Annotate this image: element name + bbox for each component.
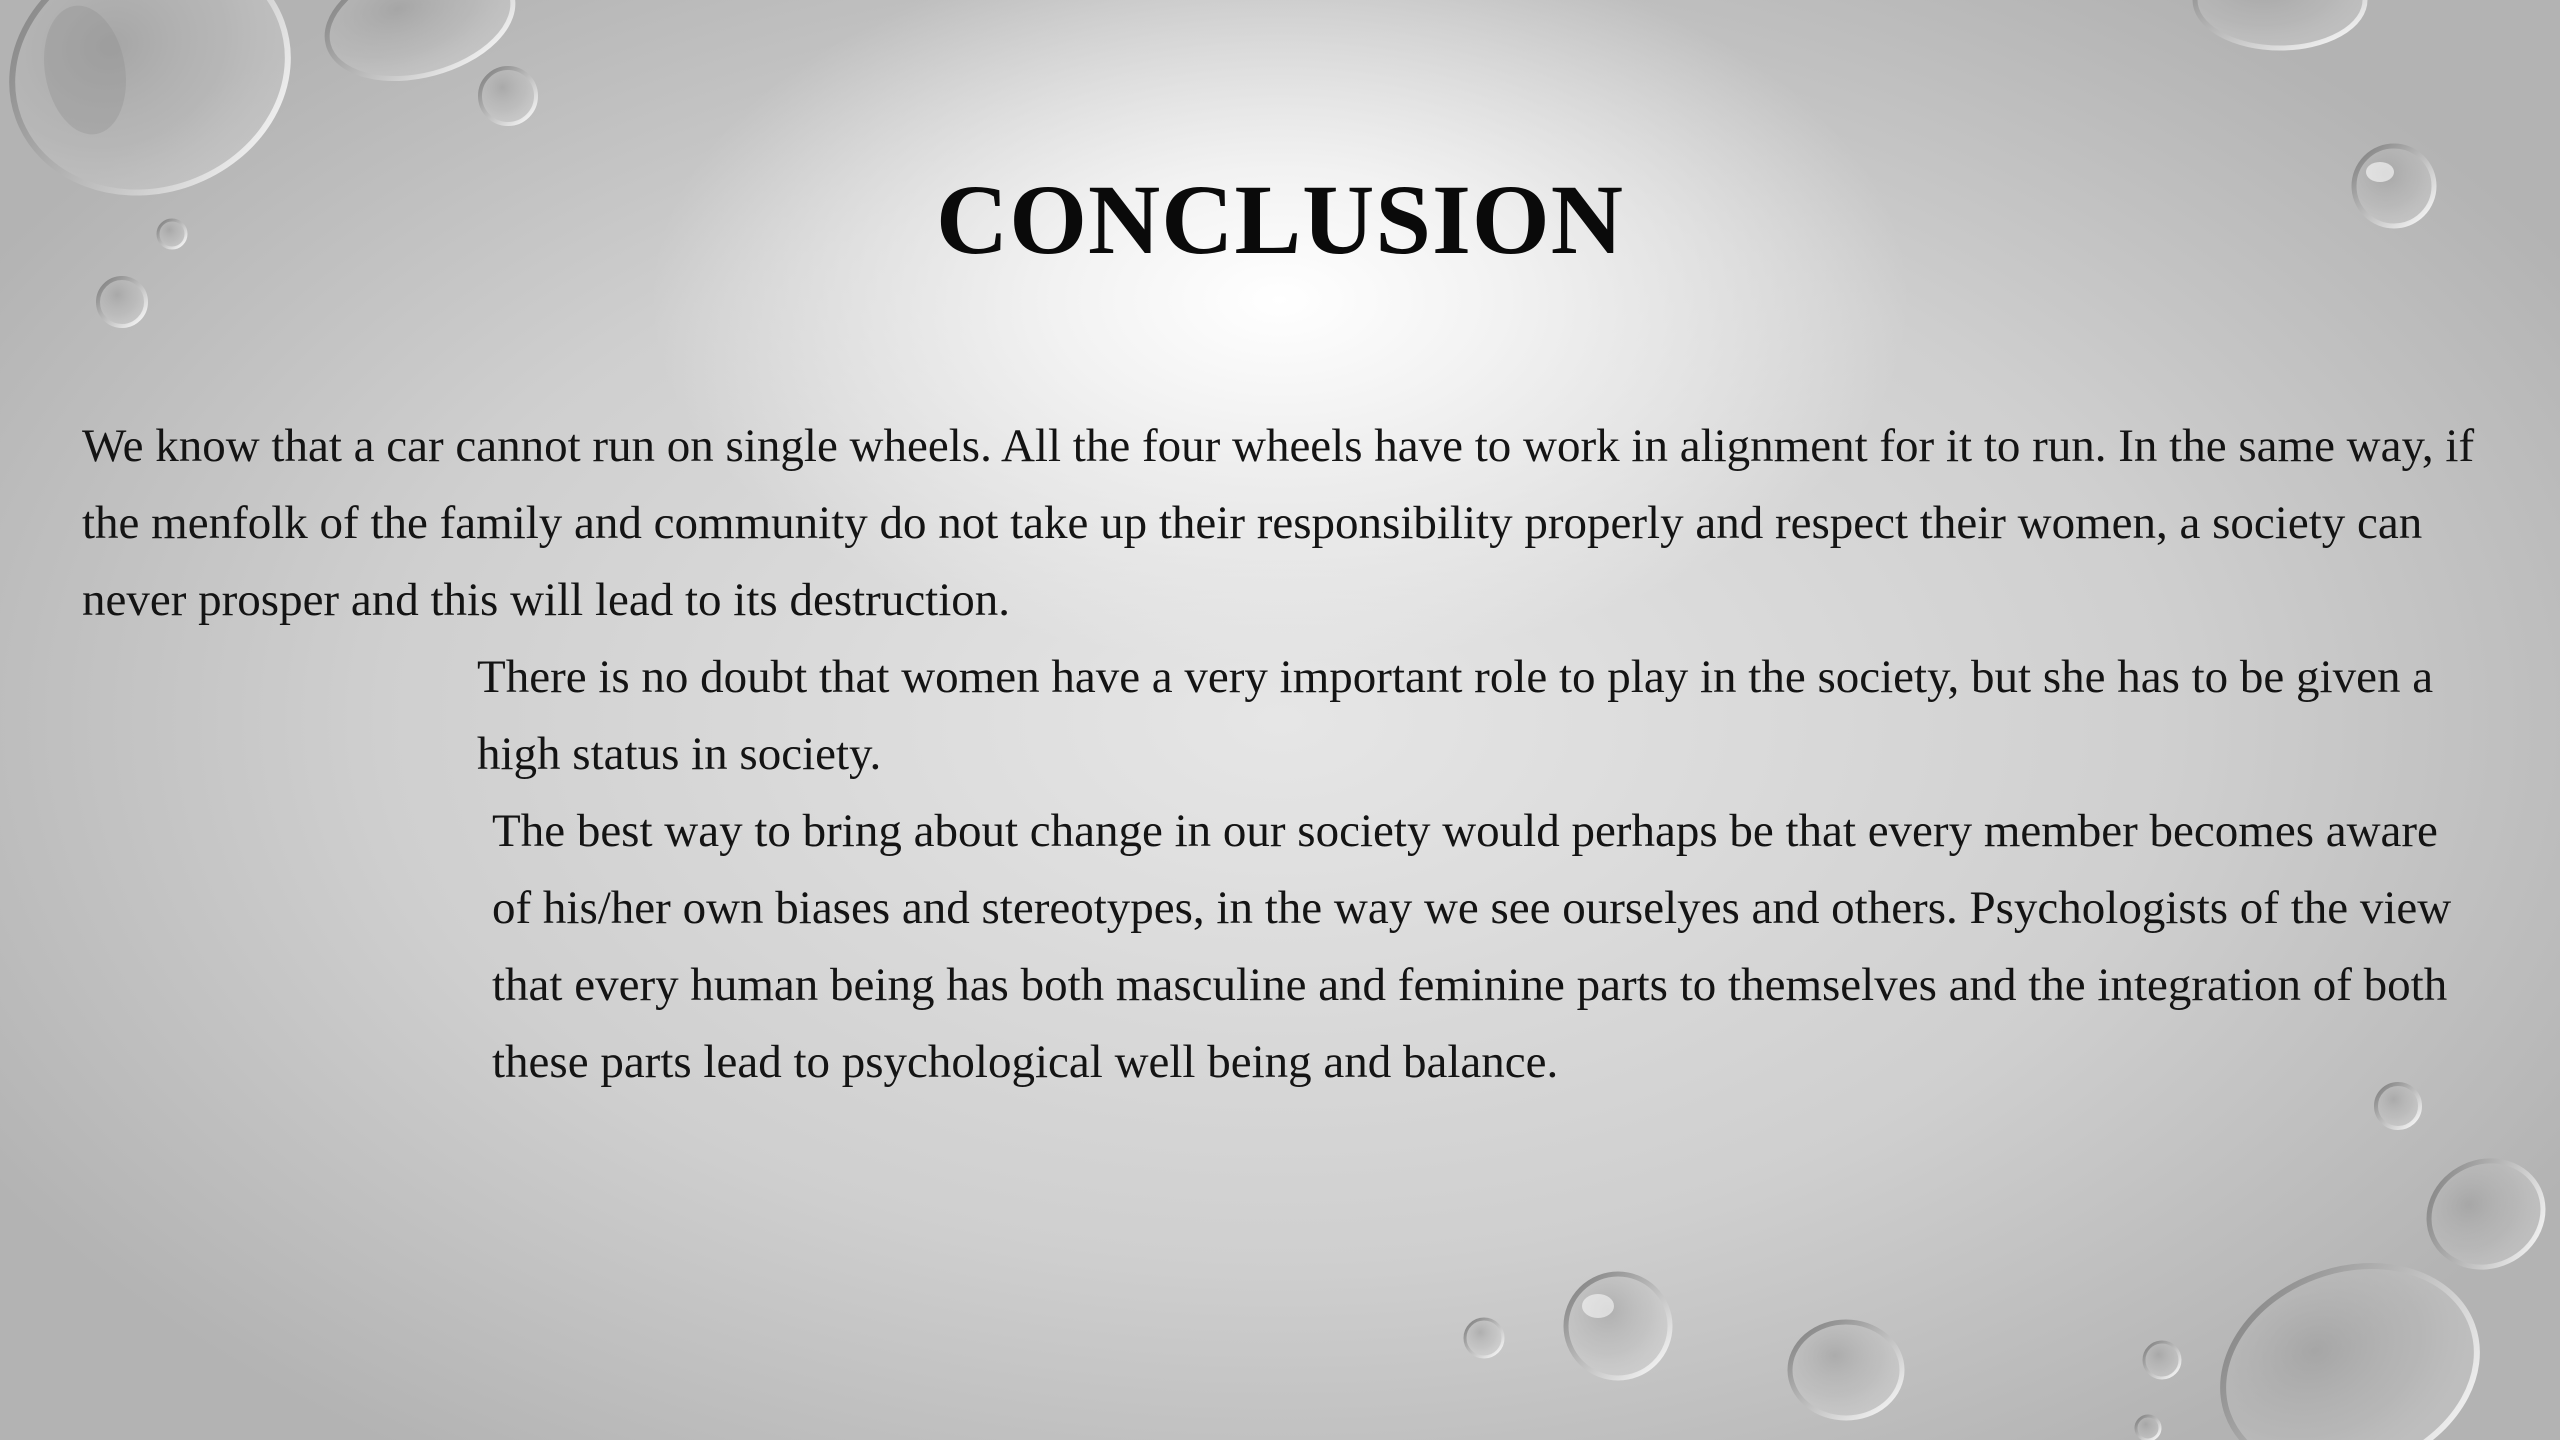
droplet-icon [1790, 1322, 1902, 1418]
droplet-icon [2136, 1416, 2160, 1440]
droplet-icon [2144, 1342, 2180, 1378]
droplet-icon [1465, 1319, 1503, 1357]
slide-body [82, 408, 2482, 1101]
paragraph: There is no doubt that women have a very important role to play in the society, but she has to be given a high status in society. [477, 651, 2434, 780]
paragraph: We know that a car cannot run on single wheels. All the four wheels have to work in alignment for it to run. In the same way, if the menfolk of the family and community do not take up their responsibility properly and respect their women, a society can never prosper and this will lead to its destruction. [82, 420, 2475, 626]
slide-title: CONCLUSION [936, 164, 1624, 275]
droplet-icon [98, 278, 146, 326]
droplet-icon [2411, 1142, 2560, 1285]
paragraph: The best way to bring about change in our society would perhaps be that every member becomes aware of his/her own biases and stereotypes, in the way we see ourselyes and others. Psychologists of the view that every human being has both masculine and feminine parts to themselves and the integration of both these parts lead to psychological well being and balance. [492, 805, 2452, 1088]
droplet-icon [1566, 1274, 1670, 1378]
droplet-icon [2195, 0, 2365, 48]
droplet-icon [480, 68, 536, 124]
